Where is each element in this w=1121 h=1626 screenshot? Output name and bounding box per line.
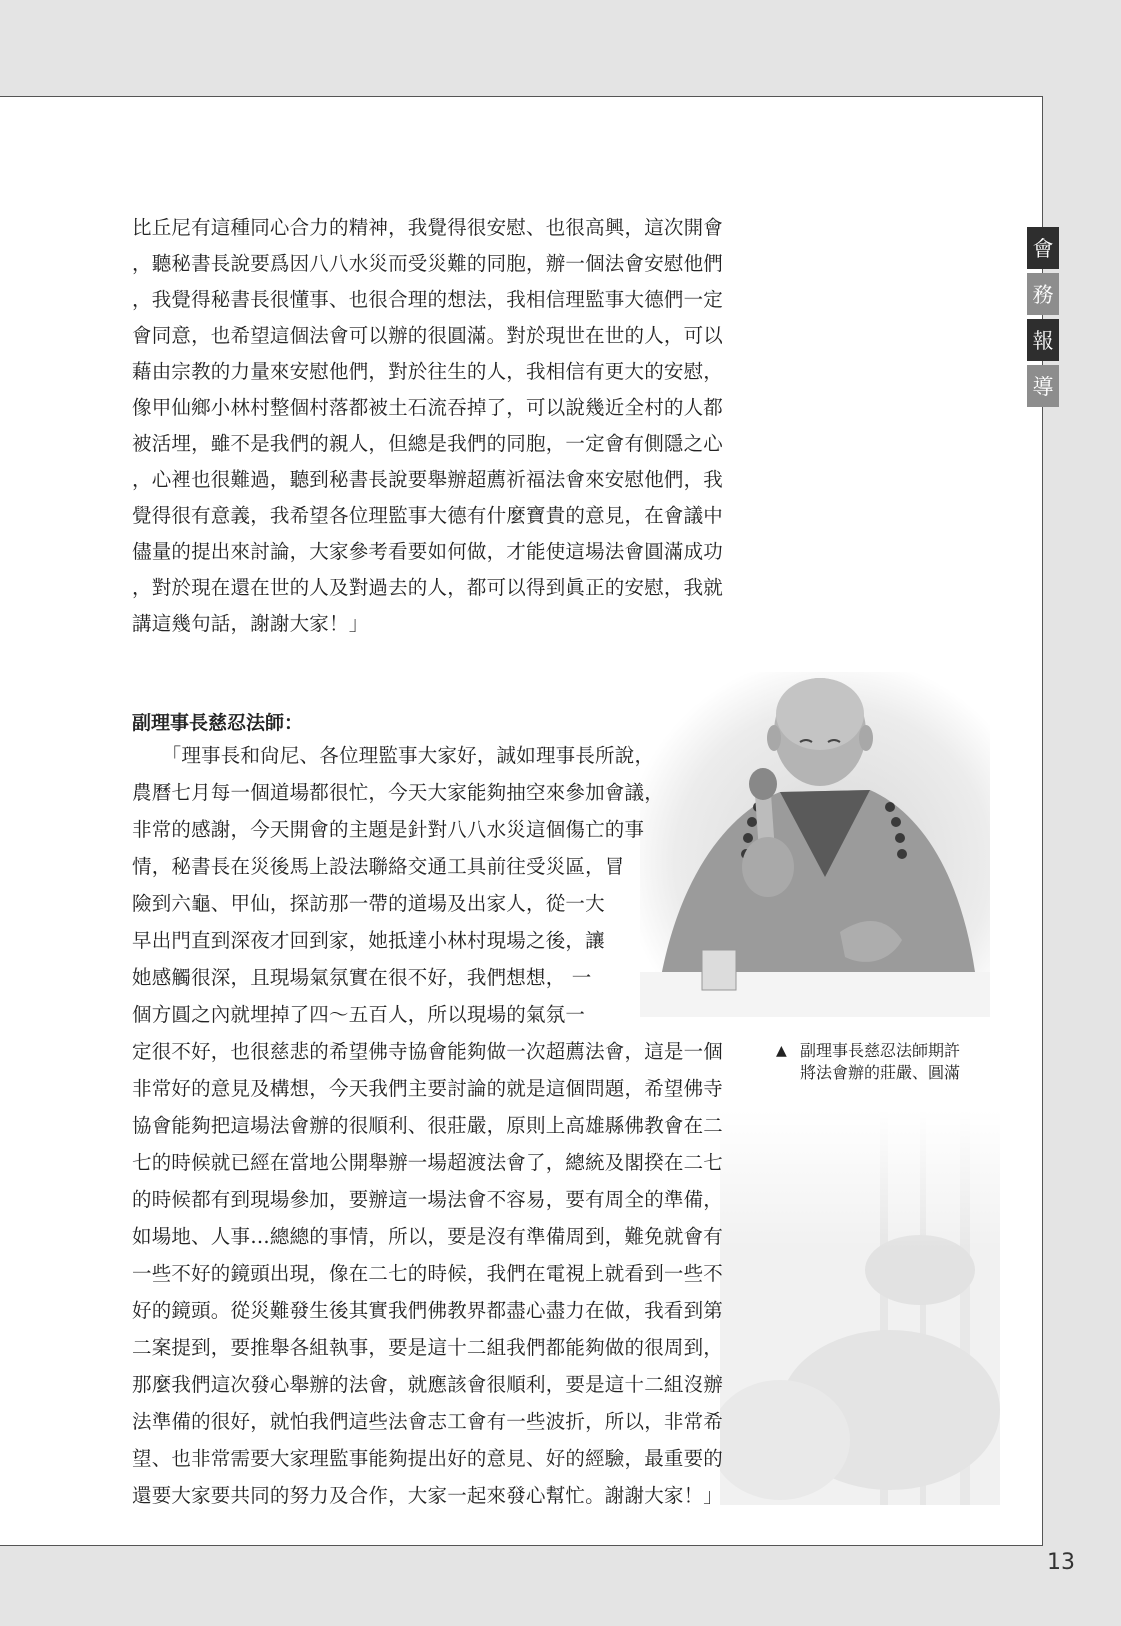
text-line: 險到六龜、甲仙，探訪那一帶的道場及出家人，從一大 bbox=[132, 892, 605, 915]
text-line: ，對於現在還在世的人及對過去的人，都可以得到眞正的安慰，我就 bbox=[132, 576, 724, 599]
text-line: 被活埋，雖不是我們的親人，但總是我們的同胞，一定會有側隱之心 bbox=[132, 432, 724, 455]
speaker-heading: 副理事長慈忍法師： bbox=[132, 712, 304, 734]
text-line: 個方圓之內就埋掉了四～五百人，所以現場的氣氛一 bbox=[132, 1003, 586, 1026]
text-line: ，我覺得秘書長很懂事、也很合理的想法，我相信理監事大德們一定 bbox=[132, 288, 724, 311]
text-line: 農曆七月每一個道場都很忙，今天大家能夠抽空來參加會議， bbox=[132, 781, 664, 804]
text-line: 協會能夠把這場法會辦的很順利、很莊嚴，原則上高雄縣佛教會在二 bbox=[132, 1114, 724, 1137]
text-line: ，聽秘書長說要爲因八八水災而受災難的同胞，辦一個法會安慰他們 bbox=[132, 252, 724, 275]
text-line: 一些不好的鏡頭出現，像在二七的時候，我們在電視上就看到一些不 bbox=[132, 1262, 724, 1285]
side-tab-3: 導 bbox=[1027, 365, 1059, 407]
text-line: 像甲仙鄉小林村整個村落都被土石流吞掉了，可以說幾近全村的人都 bbox=[132, 396, 724, 419]
background-crowd-art bbox=[720, 1110, 1000, 1505]
text-line: 二案提到，要推舉各組執事，要是這十二組我們都能夠做的很周到， bbox=[132, 1336, 724, 1359]
text-line: 會同意，也希望這個法會可以辦的很圓滿。對於現世在世的人，可以 bbox=[132, 324, 724, 347]
text-line: 非常好的意見及構想，今天我們主要討論的就是這個問題，希望佛寺 bbox=[132, 1077, 724, 1100]
text-line: 那麼我們這次發心舉辦的法會，就應該會很順利，要是這十二組沒辦 bbox=[132, 1373, 724, 1396]
text-line: 早出門直到深夜才回到家，她抵達小林村現場之後，讓 bbox=[132, 929, 605, 952]
text-line: ，心裡也很難過，聽到秘書長說要舉辦超薦祈福法會來安慰他們，我 bbox=[132, 468, 724, 491]
text-line: 情，秘書長在災後馬上設法聯絡交通工具前往受災區，冒 bbox=[132, 855, 625, 878]
side-tab-2: 報 bbox=[1027, 319, 1059, 361]
text-line: 如場地、人事…總總的事情，所以，要是沒有準備周到，難免就會有 bbox=[132, 1225, 724, 1248]
photo-caption bbox=[776, 1040, 961, 1084]
caption-line: 將法會辦的莊嚴、圓滿 bbox=[800, 1063, 961, 1082]
text-line: 望、也非常需要大家理監事能夠提出好的意見、好的經驗，最重要的 bbox=[132, 1447, 724, 1470]
side-tab-0: 會 bbox=[1027, 227, 1059, 269]
text-line: 定很不好，也很慈悲的希望佛寺協會能夠做一次超薦法會，這是一個 bbox=[132, 1040, 724, 1063]
text-line: 「理事長和尙尼、各位理監事大家好，誠如理事長所說， bbox=[132, 744, 655, 767]
text-line: 比丘尼有這種同心合力的精神，我覺得很安慰、也很高興，這次開會 bbox=[132, 216, 724, 239]
text-line: 講這幾句話，謝謝大家！」 bbox=[132, 612, 369, 635]
speaker-photo bbox=[640, 672, 990, 1017]
text-line: 好的鏡頭。從災難發生後其實我們佛教界都盡心盡力在做，我看到第 bbox=[132, 1299, 724, 1322]
page-number: 13 bbox=[1047, 1550, 1075, 1575]
text-line: 的時候都有到現場參加，要辦這一場法會不容易，要有周全的準備， bbox=[132, 1188, 724, 1211]
triangle-marker-icon: ▲ bbox=[776, 1043, 787, 1059]
side-tab-1: 務 bbox=[1027, 273, 1059, 315]
text-line: 覺得很有意義，我希望各位理監事大德有什麼寶貴的意見，在會議中 bbox=[132, 504, 724, 527]
text-line: 法準備的很好，就怕我們這些法會志工會有一些波折，所以，非常希 bbox=[132, 1410, 724, 1433]
text-line: 藉由宗教的力量來安慰他們，對於往生的人，我相信有更大的安慰， bbox=[132, 360, 724, 383]
text-line: 儘量的提出來討論，大家參考看要如何做，才能使這場法會圓滿成功 bbox=[132, 540, 724, 563]
text-line: 七的時候就已經在當地公開舉辦一場超渡法會了，總統及閣揆在二七 bbox=[132, 1151, 724, 1174]
text-line: 她感觸很深，且現場氣氛實在很不好，我們想想， 一 bbox=[132, 966, 592, 989]
text-line: 非常的感謝，今天開會的主題是針對八八水災這個傷亡的事 bbox=[132, 818, 645, 841]
caption-line: 副理事長慈忍法師期許 bbox=[800, 1041, 961, 1060]
text-line: 還要大家要共同的努力及合作，大家一起來發心幫忙。謝謝大家！」 bbox=[132, 1484, 724, 1507]
